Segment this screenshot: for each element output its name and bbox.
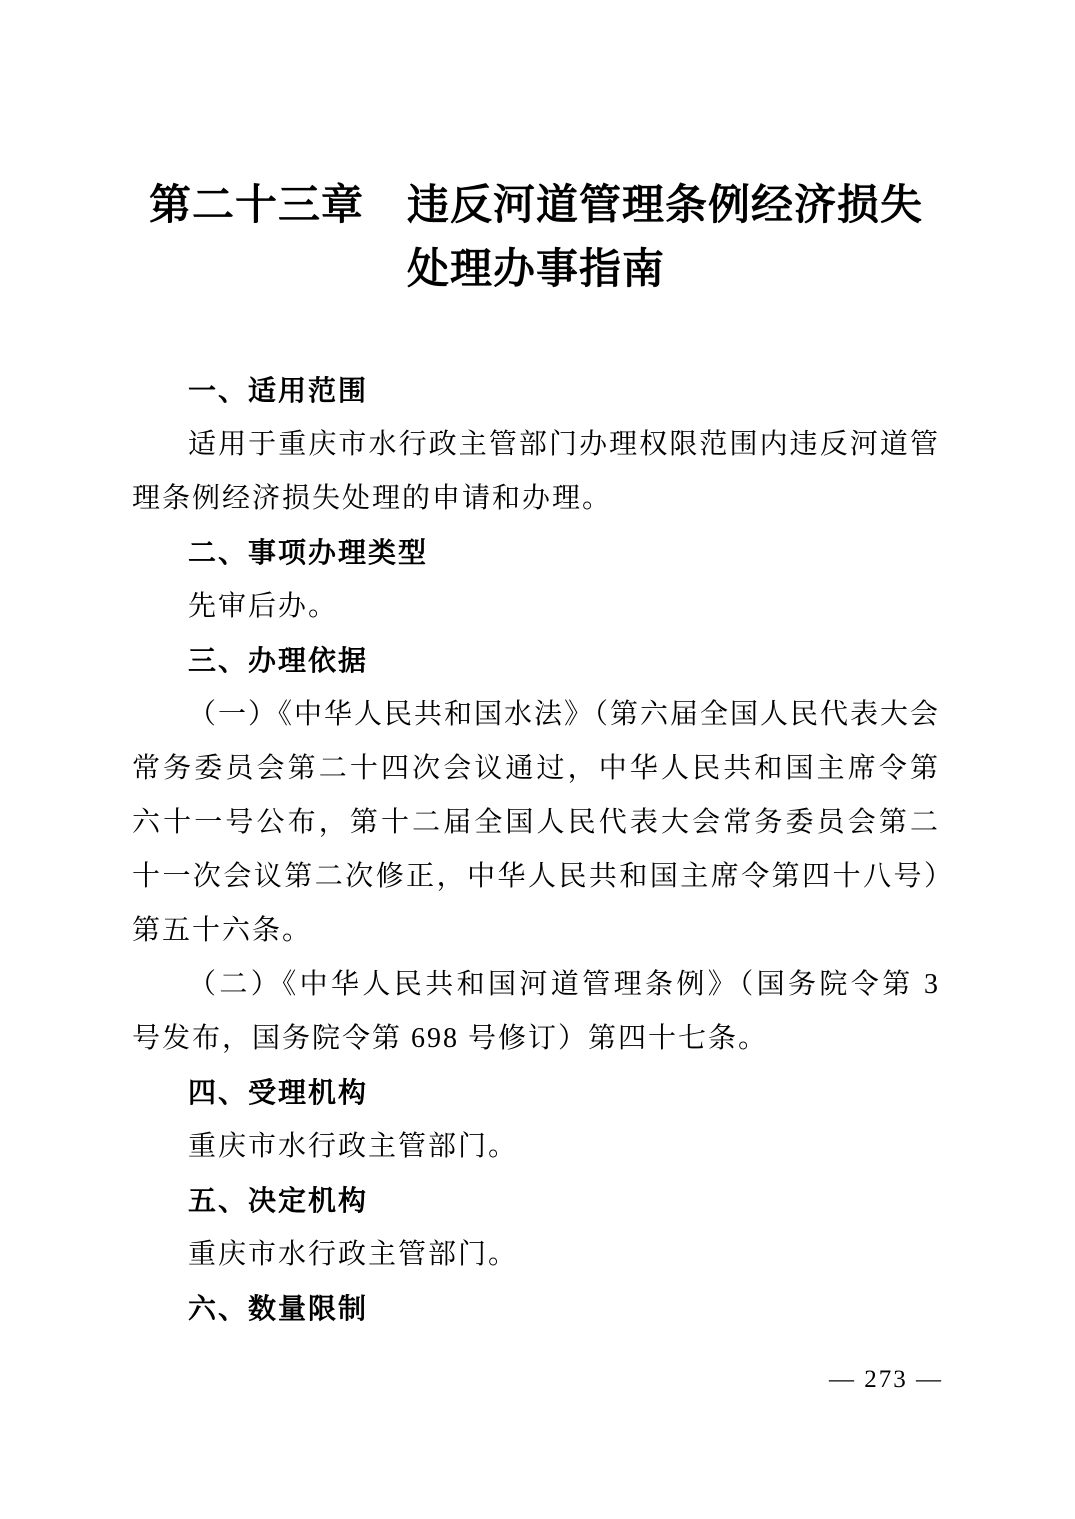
paragraph-handling-type: 先审后办。: [188, 591, 339, 622]
section-heading-quantity-limit: 六、数量限制: [188, 1293, 369, 1324]
paragraph-legal-basis-1: （一）《中华人民共和国水法》（第六届全国人民代表大会常务委员会第二十四次会议通过，中华人民共和国主席令第六十一号公布，第十二届全国人民代表大会常务委员会第二十一次会议第二次修正，中华人民共和国主席令第四十八号）第五十六条。: [132, 699, 941, 946]
section-heading-legal-basis: 三、办理依据: [188, 645, 369, 676]
page-title: [132, 174, 940, 302]
section-heading-scope: 一、适用范围: [188, 375, 369, 406]
title-line-1: 第二十三章 违反河道管理条例经济损失: [148, 183, 923, 229]
paragraph-accepting-authority: 重庆市水行政主管部门。: [188, 1131, 519, 1162]
section-heading-accepting-authority: 四、受理机构: [188, 1077, 369, 1108]
document-body: [132, 364, 940, 1336]
section-heading-handling-type: 二、事项办理类型: [188, 537, 429, 568]
paragraph-legal-basis-2: （二）《中华人民共和国河道管理条例》（国务院令第 3 号发布，国务院令第 698 号修订）第四十七条。: [132, 969, 940, 1054]
paragraph-scope: 适用于重庆市水行政主管部门办理权限范围内违反河道管理条例经济损失处理的申请和办理。: [132, 429, 940, 514]
page-number: — 273 —: [829, 1366, 943, 1393]
section-heading-deciding-authority: 五、决定机构: [188, 1185, 369, 1216]
paragraph-deciding-authority: 重庆市水行政主管部门。: [188, 1239, 519, 1270]
title-line-2: 处理办事指南: [406, 247, 665, 293]
